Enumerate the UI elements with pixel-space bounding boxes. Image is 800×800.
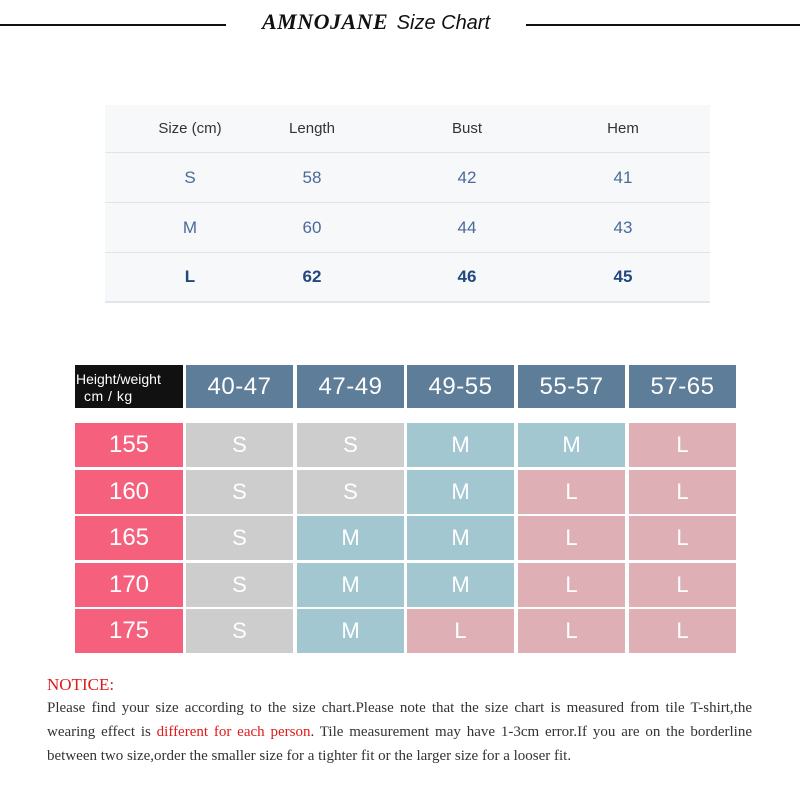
size-recommendation-cell: L: [407, 609, 514, 653]
size-recommendation-cell: S: [186, 423, 293, 467]
size-recommendation-cell: S: [186, 609, 293, 653]
fit-row: [75, 470, 740, 514]
bust-cell: 46: [457, 267, 477, 286]
header-size: Size (cm): [158, 120, 222, 137]
size-recommendation-cell: M: [518, 423, 625, 467]
size-recommendation-cell: M: [297, 516, 404, 560]
notice-text-part-1: Please find your size according to the size chart.Please note that the size chart is measured from tile T-shirt,the wearing effect is: [47, 700, 752, 740]
hem-cell: 41: [613, 167, 633, 187]
size-recommendation-cell: S: [297, 470, 404, 514]
length-cell: 60: [302, 217, 322, 237]
height-label: 160: [75, 470, 183, 514]
brand-name: AMNOJANE: [261, 9, 389, 34]
height-weight-chart: [75, 363, 740, 658]
bust-cell: 44: [457, 217, 477, 237]
notice-text-part-2: . Tile measurement may have 1-3cm error.If you are on the borderline between two size,order the smaller size for a tighter fit or the larger size for a looser fit.: [47, 724, 752, 764]
weight-header: 40-47: [186, 365, 293, 408]
height-label: 175: [75, 609, 183, 653]
height-label: 170: [75, 563, 183, 607]
height-weight-corner: [75, 365, 183, 408]
corner-line-2: cm / kg: [84, 388, 133, 404]
size-cell: L: [184, 267, 196, 286]
title-rule-left: [0, 24, 226, 26]
title-rule-right: [526, 24, 800, 26]
length-cell: 58: [302, 167, 322, 187]
size-cell: S: [184, 167, 196, 187]
size-recommendation-cell: M: [297, 609, 404, 653]
notice-highlight: different for each person: [156, 724, 311, 740]
size-recommendation-cell: S: [186, 470, 293, 514]
size-cell: M: [182, 217, 198, 237]
size-recommendation-cell: L: [629, 423, 736, 467]
size-recommendation-cell: S: [186, 516, 293, 560]
header-length: Length: [289, 120, 335, 137]
size-recommendation-cell: L: [629, 516, 736, 560]
size-recommendation-cell: L: [518, 563, 625, 607]
fit-row: [75, 563, 740, 607]
measurement-header-row: [105, 105, 710, 153]
fit-row: [75, 609, 740, 653]
size-recommendation-cell: L: [629, 470, 736, 514]
header-bust: Bust: [451, 120, 482, 137]
size-recommendation-cell: M: [407, 470, 514, 514]
page-title: [226, 9, 526, 35]
weight-header: 57-65: [629, 365, 736, 408]
table-row: [105, 203, 710, 253]
hem-cell: 45: [613, 267, 633, 286]
size-recommendation-cell: M: [407, 423, 514, 467]
weight-header: 49-55: [407, 365, 514, 408]
table-row: [105, 253, 710, 303]
hem-cell: 43: [613, 217, 633, 237]
size-recommendation-cell: M: [297, 563, 404, 607]
height-label: 165: [75, 516, 183, 560]
size-recommendation-cell: L: [518, 470, 625, 514]
size-recommendation-cell: S: [297, 423, 404, 467]
fit-row: [75, 423, 740, 467]
measurement-table: [105, 105, 710, 303]
bust-cell: 42: [457, 167, 477, 187]
notice-title: NOTICE:: [47, 675, 115, 694]
height-label: 155: [75, 423, 183, 467]
title-chart-word: Size Chart: [396, 12, 491, 34]
weight-header: 47-49: [297, 365, 404, 408]
size-recommendation-cell: M: [407, 516, 514, 560]
header-hem: Hem: [607, 120, 639, 137]
length-cell: 62: [302, 267, 322, 286]
size-recommendation-cell: L: [518, 609, 625, 653]
weight-header: 55-57: [518, 365, 625, 408]
fit-row: [75, 516, 740, 560]
size-recommendation-cell: M: [407, 563, 514, 607]
corner-line-1: Height/weight: [76, 371, 161, 387]
table-row: [105, 153, 710, 203]
notice-text: [47, 696, 752, 768]
size-recommendation-cell: L: [629, 609, 736, 653]
size-recommendation-cell: L: [518, 516, 625, 560]
size-recommendation-cell: S: [186, 563, 293, 607]
size-recommendation-cell: L: [629, 563, 736, 607]
